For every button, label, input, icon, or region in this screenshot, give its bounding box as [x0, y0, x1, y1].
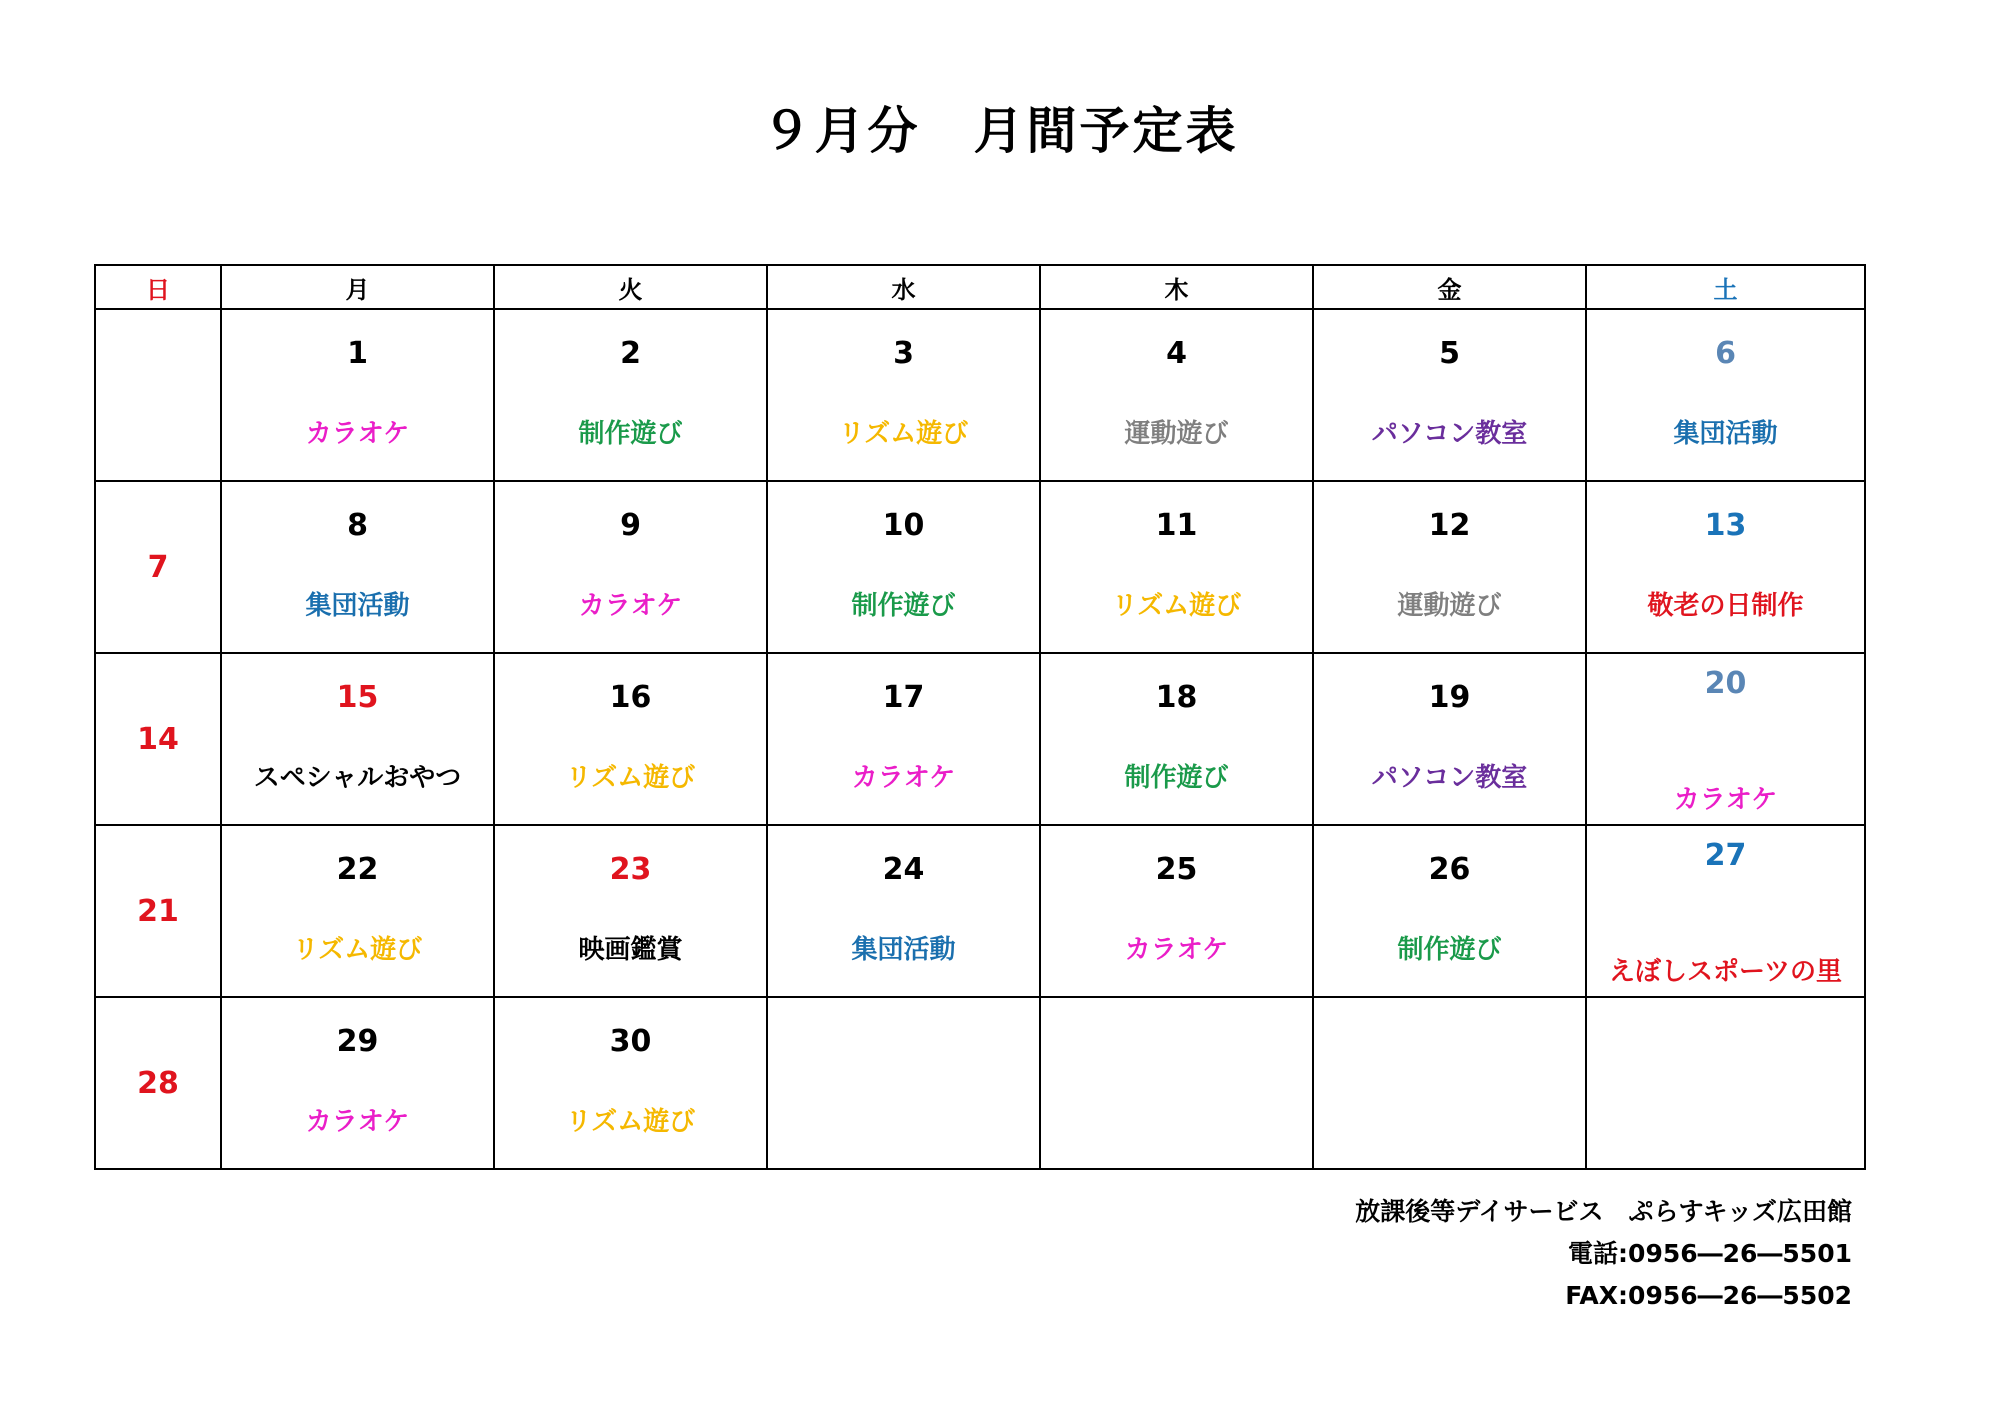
day-cell: [1040, 653, 1313, 825]
day-number: 5: [1439, 336, 1460, 371]
event-label: 制作遊び: [851, 591, 956, 621]
weekday-mon: 月: [221, 265, 494, 309]
event-label: 制作遊び: [1397, 935, 1502, 965]
day-cell: [494, 309, 767, 481]
event-label: カラオケ: [1673, 785, 1778, 815]
day-cell: [494, 481, 767, 653]
event-label: 制作遊び: [578, 419, 683, 449]
weekday-sat: 土: [1586, 265, 1865, 309]
day-cell: [494, 653, 767, 825]
event-label: カラオケ: [1124, 935, 1229, 965]
event-label: リズム遊び: [565, 763, 696, 793]
day-cell: [1586, 653, 1865, 825]
day-number: 24: [882, 852, 925, 887]
day-cell: [1313, 481, 1586, 653]
event-label: スペシャルおやつ: [253, 763, 462, 793]
day-number: 13: [1704, 508, 1747, 543]
sunday-cell: [95, 481, 221, 653]
day-number: 26: [1428, 852, 1471, 887]
sunday-cell: [95, 997, 221, 1169]
event-label: 集団活動: [1673, 419, 1778, 449]
sunday-cell: [95, 309, 221, 481]
day-cell: [767, 825, 1040, 997]
event-label: 集団活動: [851, 935, 956, 965]
event-label: 運動遊び: [1124, 419, 1229, 449]
day-number: 2: [620, 336, 641, 371]
week-row: [95, 481, 1865, 653]
day-number: 12: [1428, 508, 1471, 543]
day-cell: [767, 309, 1040, 481]
fax-number: FAX:0956―26―5502: [1565, 1281, 1852, 1310]
sunday-date: 7: [147, 549, 169, 585]
day-cell: [1313, 825, 1586, 997]
event-label: 敬老の日制作: [1647, 591, 1804, 621]
event-label: リズム遊び: [292, 935, 423, 965]
day-number: 29: [336, 1024, 379, 1059]
day-cell: [221, 653, 494, 825]
day-cell: [1586, 825, 1865, 997]
event-label: パソコン教室: [1371, 763, 1528, 793]
week-row: [95, 825, 1865, 997]
day-number: 18: [1155, 680, 1198, 715]
empty-cell: [1586, 997, 1865, 1169]
event-label: カラオケ: [305, 419, 410, 449]
day-cell: [221, 309, 494, 481]
day-cell: [221, 997, 494, 1169]
sunday-cell: [95, 653, 221, 825]
day-cell: [1040, 481, 1313, 653]
day-number: 22: [336, 852, 379, 887]
sunday-date: 14: [137, 721, 179, 757]
day-number: 1: [347, 336, 368, 371]
sunday-date: 28: [137, 1065, 179, 1101]
day-number: 9: [620, 508, 641, 543]
day-cell: [494, 825, 767, 997]
day-cell: [1040, 825, 1313, 997]
day-cell: [1586, 309, 1865, 481]
day-number: 11: [1155, 508, 1198, 543]
day-number: 19: [1428, 680, 1471, 715]
day-number: 10: [882, 508, 925, 543]
day-cell: [767, 481, 1040, 653]
organization-name: 放課後等デイサービス ぷらすキッズ広田館: [1355, 1197, 1852, 1226]
week-row: [95, 653, 1865, 825]
day-cell: [1313, 653, 1586, 825]
monthly-calendar: [94, 264, 1866, 1170]
day-number: 25: [1155, 852, 1198, 887]
weekday-sun: 日: [95, 265, 221, 309]
event-label: リズム遊び: [1111, 591, 1242, 621]
event-label: 制作遊び: [1124, 763, 1229, 793]
day-cell: [767, 653, 1040, 825]
day-cell: [221, 481, 494, 653]
event-label: カラオケ: [578, 591, 683, 621]
day-number: 30: [609, 1024, 652, 1059]
weekday-thu: 木: [1040, 265, 1313, 309]
day-number: 4: [1166, 336, 1187, 371]
sunday-date: 21: [137, 893, 179, 929]
event-label: 運動遊び: [1397, 591, 1502, 621]
day-number: 20: [1704, 666, 1747, 701]
event-label: えぼしスポーツの里: [1609, 957, 1842, 987]
day-cell: [494, 997, 767, 1169]
day-cell: [221, 825, 494, 997]
event-label: 映画鑑賞: [578, 935, 683, 965]
day-number: 6: [1715, 336, 1736, 371]
day-number: 3: [893, 336, 914, 371]
event-label: パソコン教室: [1371, 419, 1528, 449]
week-row: [95, 997, 1865, 1169]
empty-cell: [1313, 997, 1586, 1169]
week-row: [95, 309, 1865, 481]
weekday-fri: 金: [1313, 265, 1586, 309]
day-cell: [1313, 309, 1586, 481]
event-label: 集団活動: [305, 591, 410, 621]
empty-cell: [1040, 997, 1313, 1169]
sunday-cell: [95, 825, 221, 997]
day-number: 17: [882, 680, 925, 715]
day-cell: [1040, 309, 1313, 481]
event-label: カラオケ: [851, 763, 956, 793]
event-label: カラオケ: [305, 1107, 410, 1137]
day-number: 8: [347, 508, 368, 543]
weekday-tue: 火: [494, 265, 767, 309]
day-number: 23: [609, 852, 652, 887]
day-cell: [1586, 481, 1865, 653]
event-label: リズム遊び: [565, 1107, 696, 1137]
event-label: リズム遊び: [838, 419, 969, 449]
page-title: ９月分 月間予定表: [761, 102, 1239, 160]
day-number: 16: [609, 680, 652, 715]
empty-cell: [767, 997, 1040, 1169]
phone-number: 電話:0956―26―5501: [1568, 1239, 1852, 1268]
weekday-header-row: [95, 265, 1865, 309]
weekday-wed: 水: [767, 265, 1040, 309]
day-number: 27: [1704, 838, 1747, 873]
day-number: 15: [336, 680, 379, 715]
